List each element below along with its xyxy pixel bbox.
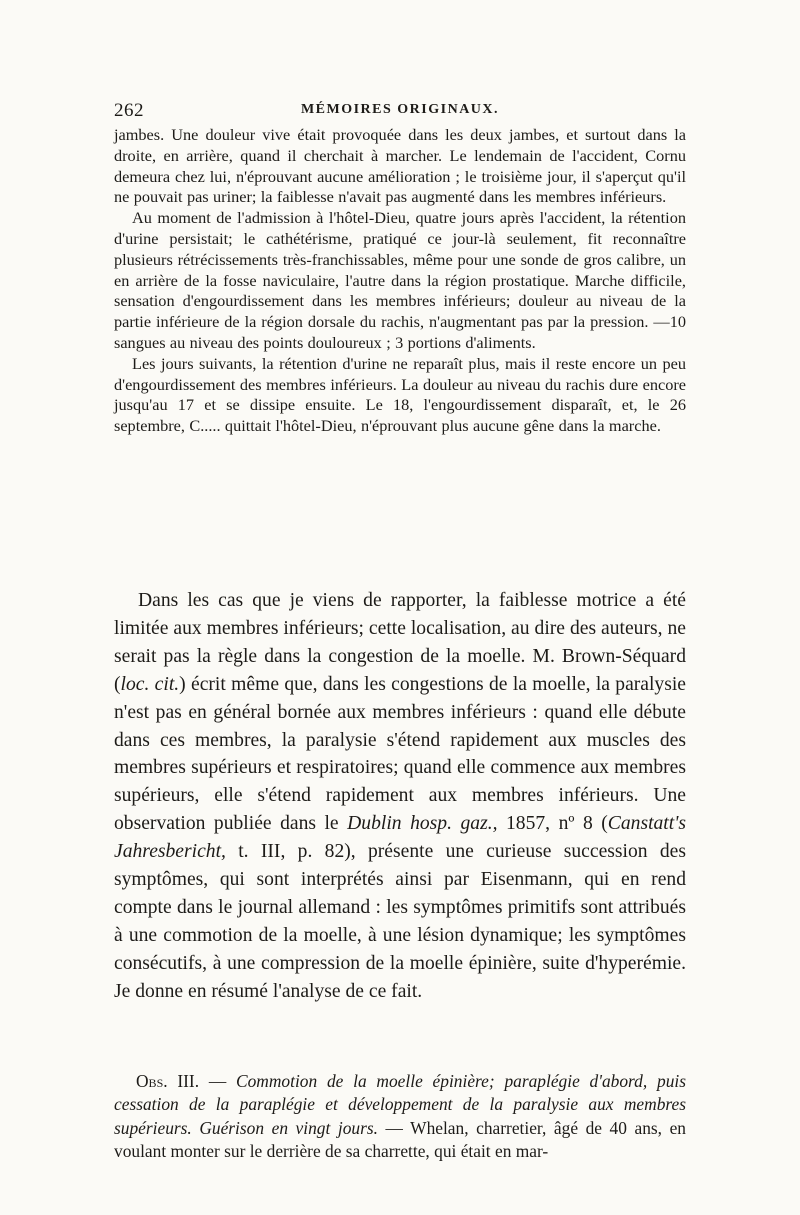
discussion-text-2: ) écrit même que, dans les congestions de la moelle, la paralysie n'est pas en général bornée aux membres inférieurs : quand elle débute dans ces membres, la paralysie s'étend rapidement aux muscles des membres supérieurs et respiratoires; quand elle commence aux membres supérieurs, elle s'étend rapidement aux membres inférieurs. Une observation publiée dans le — [114, 673, 686, 835]
loc-cit-citation: loc. cit. — [120, 673, 180, 695]
observation-dash: — — [199, 1071, 237, 1091]
canstatt-citation: Canstatt's Jahresbericht, — [114, 813, 687, 863]
case-paragraph-1: jambes. Une douleur vive était provoquée dans les deux jambes, et surtout dans la droite, en arrière, quand il cherchait à marcher. Le lendemain de l'accident, Cornu demeura chez lui, n'éprouvant aucune amélioration ; le troisième jour, il s'aperçut qu'il ne pouvait pas uriner; la faiblesse n'avait pas augmenté dans les membres inférieurs. — [114, 125, 686, 207]
case-paragraph-2: Au moment de l'admission à l'hôtel-Dieu, quatre jours après l'accident, la rétention d'urine persistait; le cathétérisme, pratiqué ce jour-là seulement, fit reconnaître plusieurs rétrécissements très-franchissables, même pour une sonde de gros calibre, un en arrière de la fosse naviculaire, l'autre dans la région prostatique. Marche difficile, sensation d'engourdissement dans les membres inférieurs; douleur au niveau de la partie inférieure de la région dorsale du rachis, n'augmentant pas par la pression. —10 sangues au niveau des points douloureux ; 3 portions d'aliments. — [114, 208, 686, 352]
page-header — [114, 100, 686, 124]
running-title: MÉMOIRES ORIGINAUX. — [300, 102, 500, 117]
observation-title: Commotion de la moelle épinière; paraplégie d'abord, puis cessation de la paraplégie et développement de la paralysie aux membres supérieurs. Guérison en vingt jours. — [114, 1071, 686, 1138]
case-report-block — [114, 125, 686, 437]
discussion-block — [114, 587, 686, 1006]
page-number: 262 — [114, 100, 144, 121]
discussion-paragraph — [114, 587, 686, 1006]
observation-label: Obs. III. — [136, 1071, 200, 1091]
discussion-text-1: Dans les cas que je viens de rapporter, la faiblesse motrice a été limitée aux membres inférieurs; cette localisation, au dire des auteurs, ne serait pas la règle dans la congestion de la moelle. M. Brown-Séquard ( — [114, 590, 686, 695]
observation-paragraph — [114, 1070, 686, 1164]
discussion-text-4: t. III, p. 82), présente une curieuse succession des symptômes, qui sont interprétés ainsi par Eisenmann, qui en rend compte dans le journal allemand : les symptômes primitifs sont attribués à une commotion de la moelle, à une lésion dynamique; les symptômes consécutifs, à une compression de la moelle épinière, suite d'hyperémie. Je donne en résumé l'analyse de ce fait. — [114, 841, 686, 1002]
observation-block — [114, 1070, 686, 1164]
discussion-text-3: 1857, nº 8 ( — [497, 813, 608, 835]
case-paragraph-3: Les jours suivants, la rétention d'urine ne reparaît plus, mais il reste encore un peu d'engourdissement des membres inférieurs. La douleur au niveau du rachis dure encore jusqu'au 17 et se dissipe ensuite. Le 18, l'engourdissement disparaît, et, le 26 septembre, C..... quittait l'hôtel-Dieu, n'éprouvant plus aucune gêne dans la marche. — [114, 353, 686, 436]
journal-citation: Dublin hosp. gaz., — [347, 813, 498, 835]
observation-text: — Whelan, charretier, âgé de 40 ans, en voulant monter sur le derrière de sa charrette, qui était en mar- — [114, 1117, 686, 1162]
